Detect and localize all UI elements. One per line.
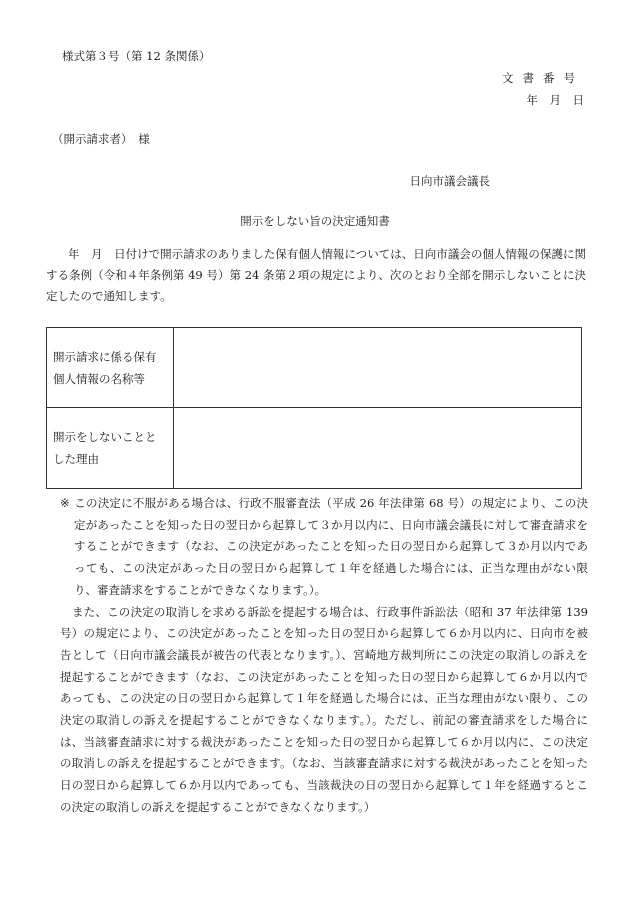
document-number-label: 文書番号 [502, 71, 584, 85]
table-value-cell [174, 408, 582, 489]
table-row [47, 328, 582, 408]
document-date-label: 年 月 日 [526, 93, 584, 107]
document-title: 開示をしない旨の決定通知書 [240, 214, 390, 228]
appeal-notice [60, 493, 588, 819]
notice-paragraph [60, 602, 588, 819]
table-label-cell: 開示請求に係る保有個人情報の名称等 [47, 328, 174, 408]
body-text: 年 月 日付けで開示請求のありました保有個人情報については、日向市議会の個人情報の保護に関する条例（令和４年条例第 49 号）第 24 条第２項の規定により、次のとおり全部を開示しないことに決定したので通知します。 [46, 247, 586, 303]
notice-text-2: また、この決定の取消しを求める訴訟を提起する場合は、行政事件訴訟法（昭和 37 年法律第 139 号）の規定により、この決定があったことを知った日の翌日から起算して６か月以内に、日向市を被告として（日向市議会議長が被告の代表となります。）、宮崎地方裁判所にこの決定の取消しの訴えを提起することができます（なお、この決定があったことを知った日の翌日から起算して６か月以内であっても、この決定の日の翌日から起算して１年を経過した場合には、正当な理由がない限り、この決定の取消しの訴えを提起することができなくなります。）。ただし、前記の審査請求をした場合には、当該審査請求に対する裁決があったことを知った日の翌日から起算して６か月以内に、この決定の取消しの訴えを提起することができます。（なお、当該審査請求に対する裁決があったことを知った日の翌日から起算して６か月以内であっても、当該裁決の日の翌日から起算して１年を経過するとこの決定の取消しの訴えを提起することができなくなります。） [60, 604, 588, 814]
table-label-cell: 開示をしないこととした理由 [47, 408, 174, 489]
table-row [47, 408, 582, 489]
notice-text-1: この決定に不服がある場合は、行政不服審査法（平成 26 年法律第 68 号）の規定により、この決定があったことを知った日の翌日から起算して３か月以内に、日向市議会議長に対して審査請求をすることができます（なお、この決定があったことを知った日の翌日から起算して３か月以内であっても、この決定があった日の翌日から起算して１年を経過した場合には、正当な理由がない限り、審査請求をすることができなくなります。）。 [74, 496, 588, 597]
table-value-cell [174, 328, 582, 408]
issuer-name: 日向市議会議長 [409, 174, 490, 188]
form-number-label: 様式第３号（第 12 条関係） [62, 49, 211, 63]
info-table [46, 327, 582, 489]
notice-paragraph [60, 493, 588, 602]
requester-addressee: （開示請求者） 様 [52, 132, 150, 146]
reference-mark: ※ [60, 496, 70, 510]
body-paragraph [46, 244, 586, 307]
